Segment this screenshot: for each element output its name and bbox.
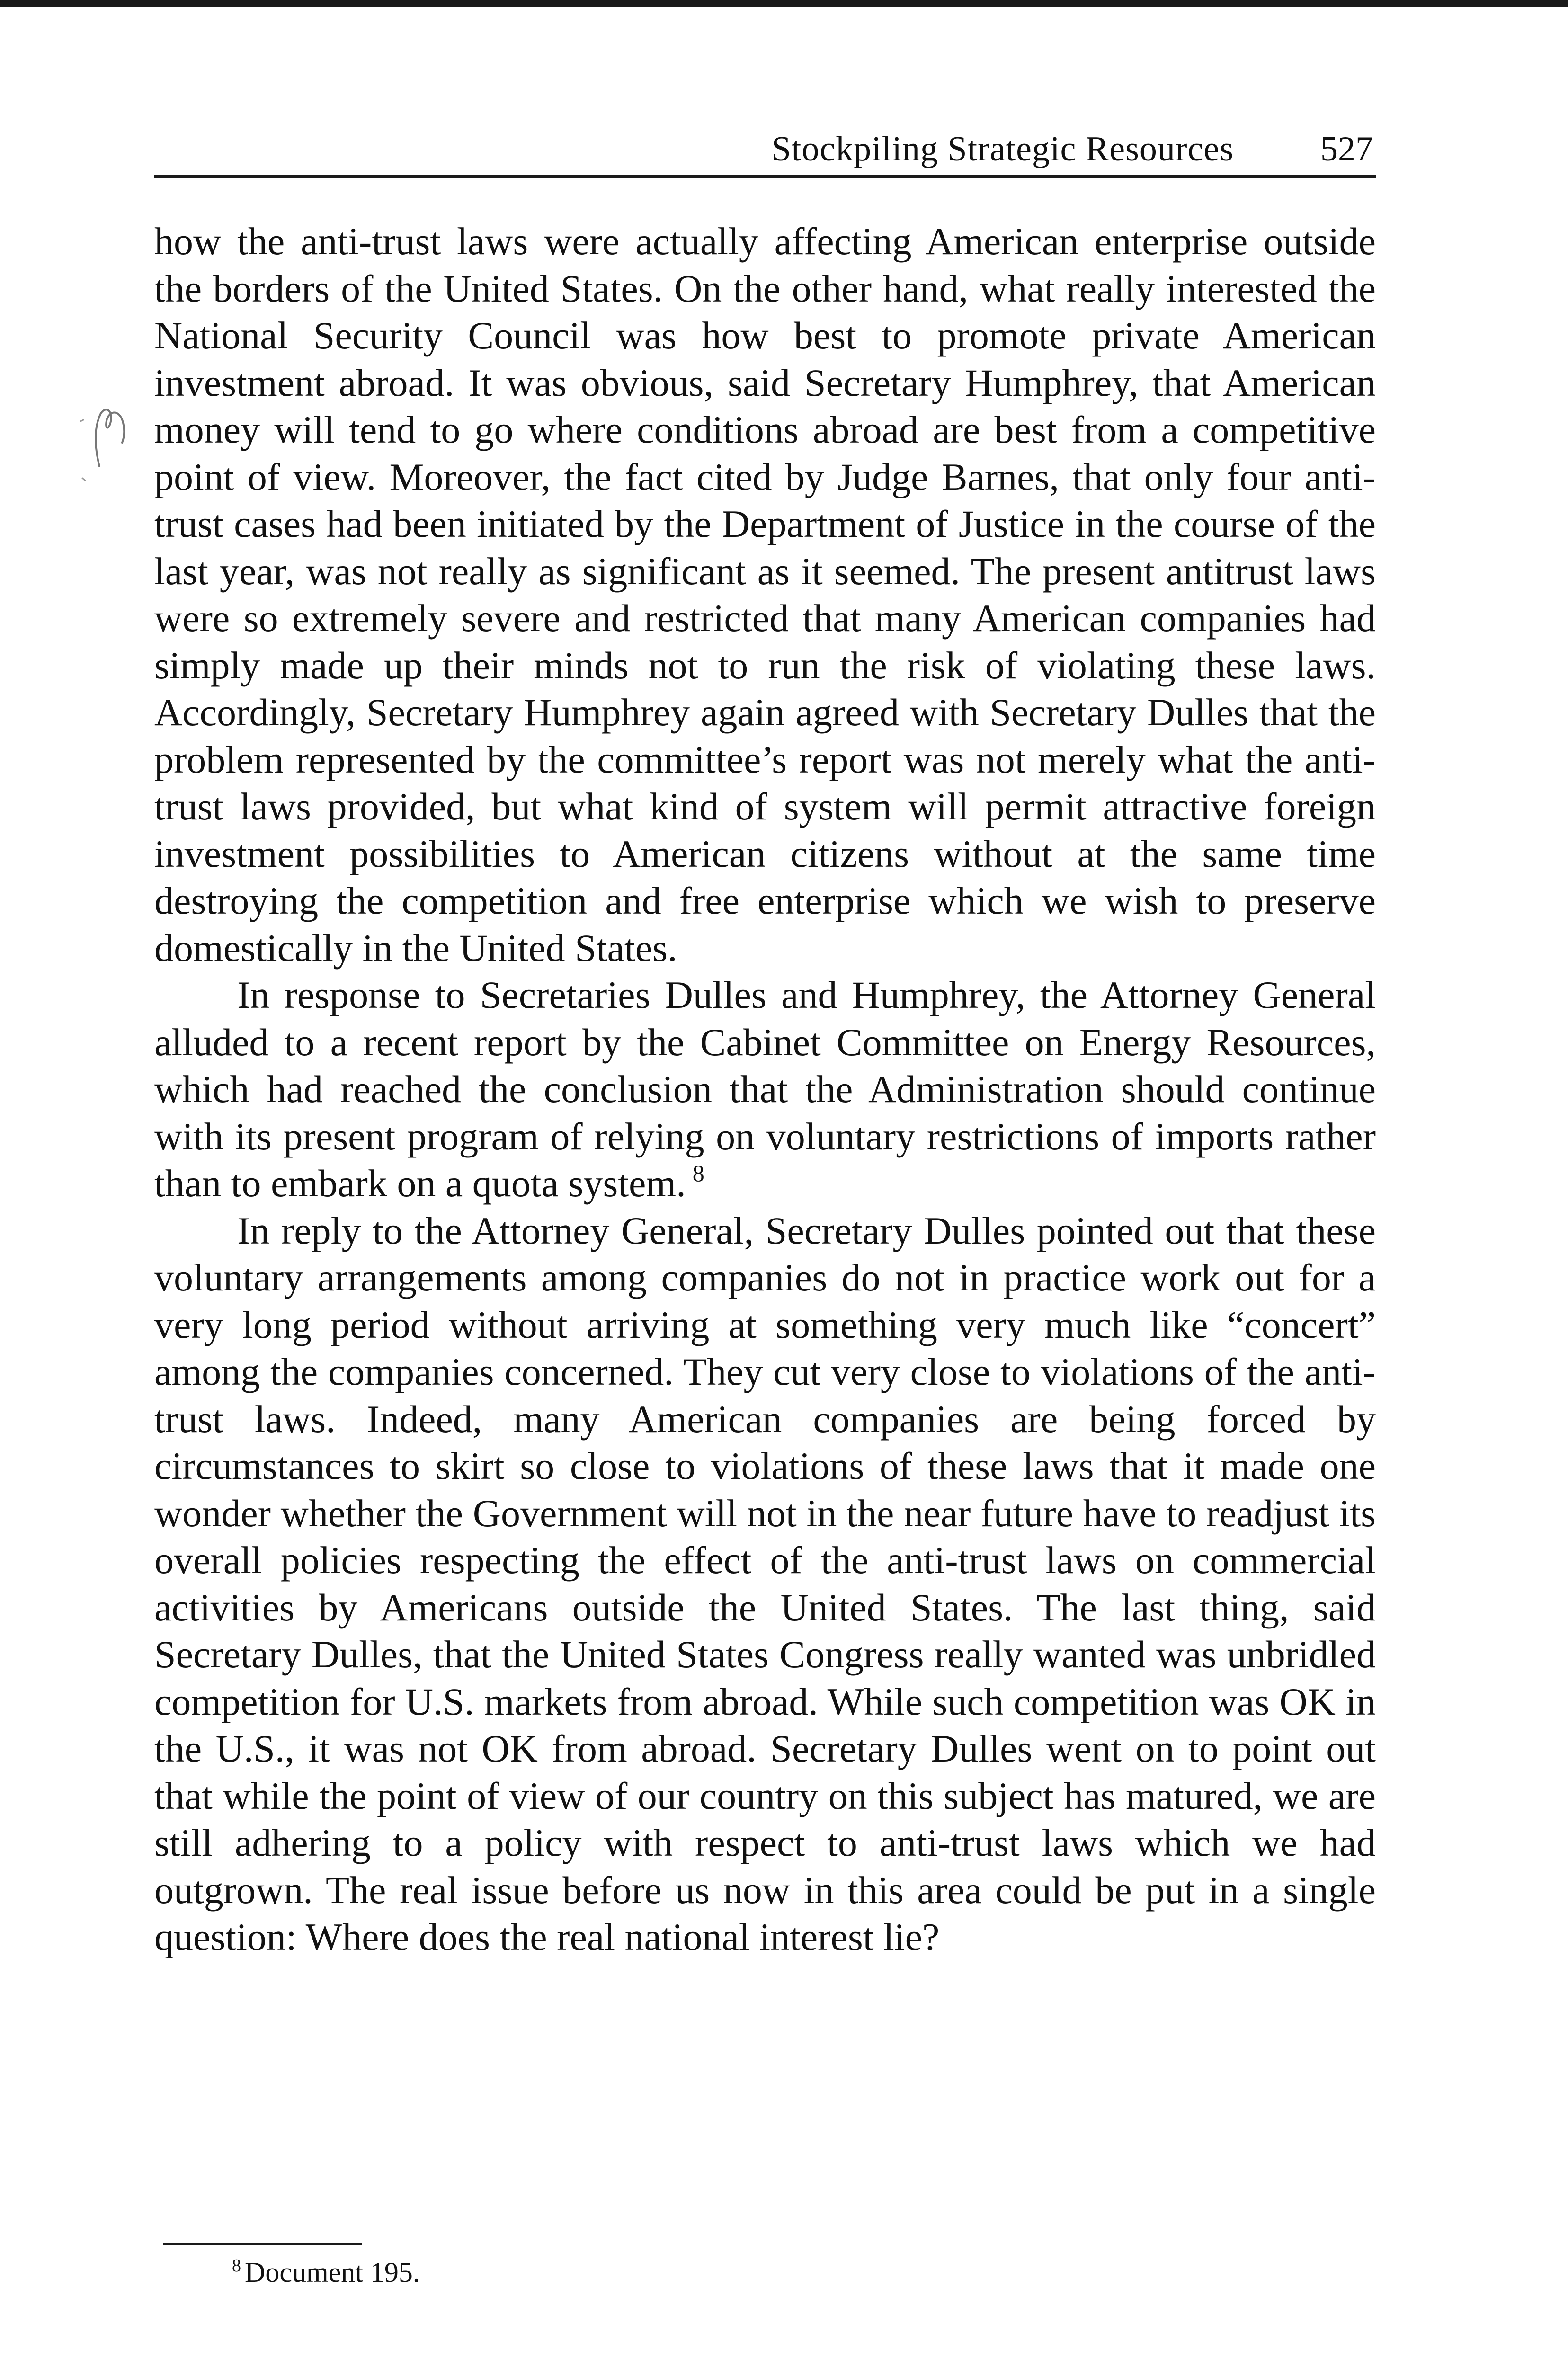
page-number: 527	[1320, 130, 1373, 169]
paragraph-3: In reply to the Attorney General, Secretary Dulles pointed out that these voluntary arrangements among companies do not in practice work out for a very long period without arriving at something very much like “concert” among the companies concerned. They cut very close to violations of the anti-trust laws. Indeed, many American companies are being forced by circumstances to skirt so close to violations of these laws that it made one wonder whether the Government will not in the near future have to readjust its overall policies respecting the effect of the anti-trust laws on commercial activities by Americans outside the United States. The last thing, said Secretary Dulles, that the United States Congress really wanted was unbridled competition for U.S. markets from abroad. While such competition was OK in the U.S., it was not OK from abroad. Secretary Dulles went on to point out that while the point of view of our country on this subject has matured, we are still adhering to a policy with respect to anti-trust laws which we had outgrown. The real issue before us now in this area could be put in a single question: Where does the real national interest lie?	[154, 1209, 1376, 1958]
running-head: Stockpiling Strategic Resources	[771, 130, 1234, 169]
paragraph-2-text: In response to Secretaries Dulles and Humphrey, the Attorney General alluded to a recent report by the Cabinet Committee on Energy Resources, which had reached the conclusion that the Administration should continue with its present program of relying on voluntary restrictions of imports rather than to embark on a quota system.	[154, 973, 1376, 1205]
paragraph-2	[154, 971, 1376, 1207]
scan-top-edge	[0, 0, 1568, 7]
footnote-reference: 8	[692, 1160, 704, 1186]
footnote	[232, 2253, 420, 2291]
document-body	[154, 218, 1376, 1961]
paragraph-1: how the anti-trust laws were actually affecting American enterprise outside the borders of the United States. On the other hand, what really interested the National Security Council was how best to promote private American investment abroad. It was obvious, said Secretary Humphrey, that American money will tend to go where conditions abroad are best from a competitive point of view. Moreover, the fact cited by Judge Barnes, that only four anti-trust cases had been initiated by the Department of Justice in the course of the last year, was not really as significant as it seemed. The present antitrust laws were so extremely severe and restricted that many American companies had simply made up their minds not to run the risk of violating these laws. Accordingly, Secretary Humphrey again agreed with Secretary Dulles that the problem represented by the committee’s report was not merely what the anti-trust laws provided, but what kind of system will permit attractive foreign investment possibilities to American citizens without at the same time destroying the competition and free enterprise which we wish to preserve domestically in the United States.	[154, 220, 1376, 970]
footnote-mark: 8	[232, 2256, 241, 2276]
page-header	[154, 128, 1376, 178]
footnote-divider	[163, 2243, 362, 2245]
handwritten-margin-mark	[71, 395, 137, 495]
footnote-text: Document 195.	[245, 2257, 420, 2288]
